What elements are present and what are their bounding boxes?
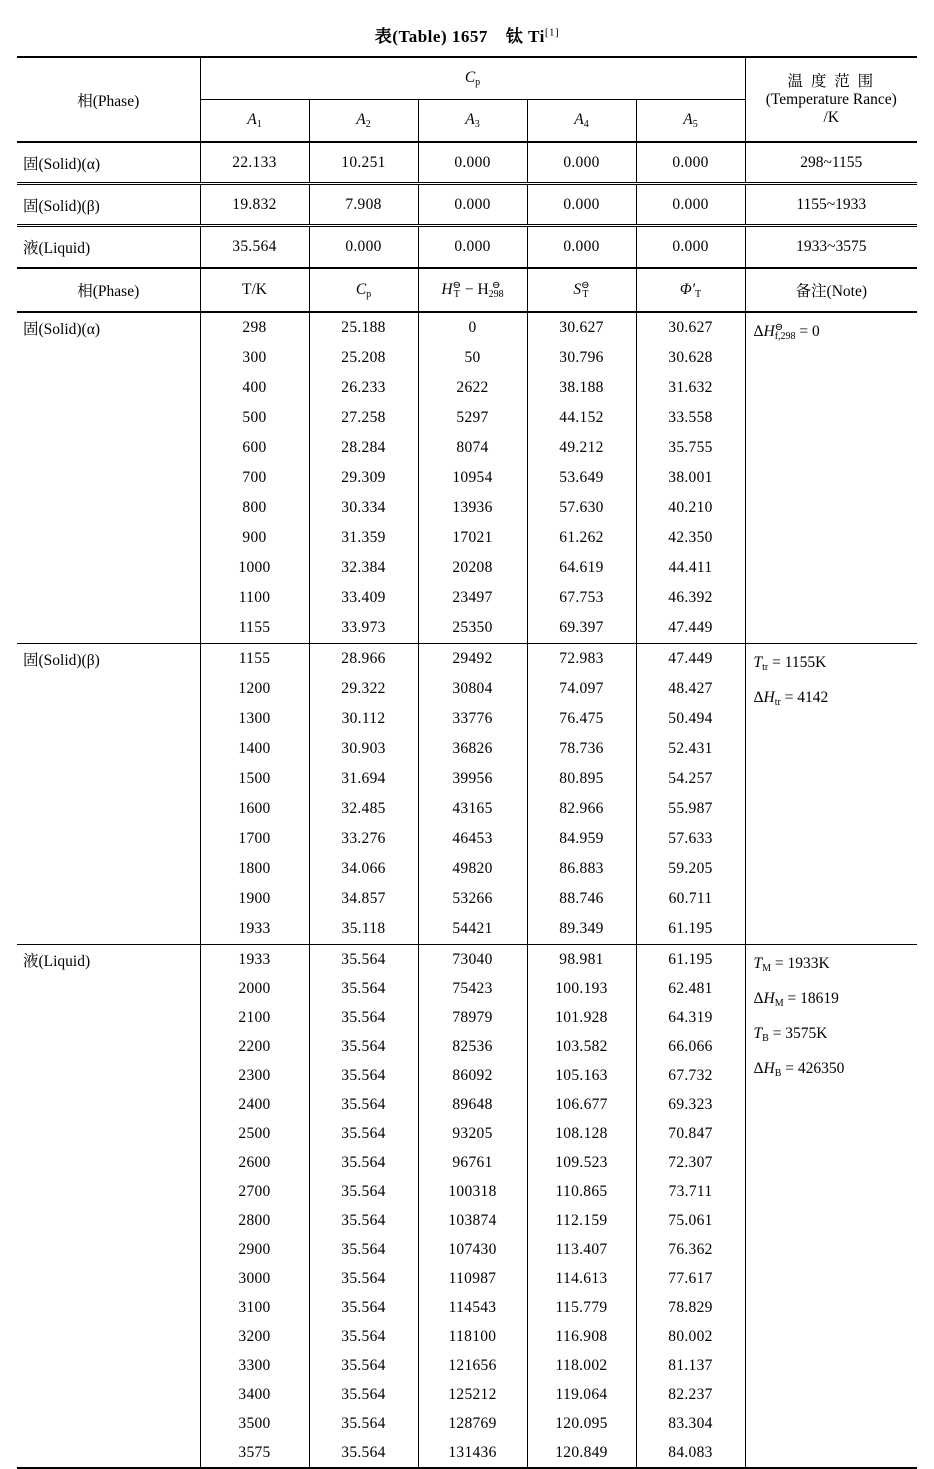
- note-line: $\Delta H_M = 18619$: [753, 990, 839, 1009]
- cell-s: 84.959: [527, 824, 636, 854]
- cell-cp: 35.564: [309, 1293, 418, 1322]
- cell-phi: 30.628: [636, 343, 745, 373]
- cell-h: 114543: [418, 1293, 527, 1322]
- cell-s: 53.649: [527, 463, 636, 493]
- cell-h: 17021: [418, 523, 527, 553]
- cell-t: 700: [200, 463, 309, 493]
- cell-s: 115.779: [527, 1293, 636, 1322]
- cell-s: 108.128: [527, 1119, 636, 1148]
- note-line: $T_B = 3575K$: [753, 1025, 828, 1044]
- coef-a1: 35.564: [200, 226, 309, 269]
- coef-a3: 0.000: [418, 142, 527, 184]
- cell-t: 2800: [200, 1206, 309, 1235]
- cell-cp: 35.564: [309, 1351, 418, 1380]
- cell-phi: 84.083: [636, 1438, 745, 1468]
- cell-t: 1700: [200, 824, 309, 854]
- coef-a4: 0.000: [527, 226, 636, 269]
- cell-t: 2400: [200, 1090, 309, 1119]
- cell-h: 30804: [418, 674, 527, 704]
- cell-cp: 35.564: [309, 1119, 418, 1148]
- cell-h: 10954: [418, 463, 527, 493]
- cell-h: 73040: [418, 945, 527, 975]
- cell-s: 86.883: [527, 854, 636, 884]
- cell-t: 3575: [200, 1438, 309, 1468]
- cell-h: 128769: [418, 1409, 527, 1438]
- note-line: $T_M = 1933K$: [753, 955, 830, 974]
- cell-t: 3400: [200, 1380, 309, 1409]
- coef-a2: 7.908: [309, 184, 418, 226]
- coef-range: 1933~3575: [745, 226, 917, 269]
- cell-t: 1100: [200, 583, 309, 613]
- cell-t: 2700: [200, 1177, 309, 1206]
- coef-a3: 0.000: [418, 226, 527, 269]
- cell-h: 118100: [418, 1322, 527, 1351]
- cell-cp: 31.694: [309, 764, 418, 794]
- cell-s: 103.582: [527, 1032, 636, 1061]
- coef-a2: 10.251: [309, 142, 418, 184]
- cell-t: 3300: [200, 1351, 309, 1380]
- coef-a1: 19.832: [200, 184, 309, 226]
- cell-h: 25350: [418, 613, 527, 644]
- coef-phase: 液(Liquid): [17, 226, 200, 269]
- cell-h: 29492: [418, 644, 527, 675]
- cell-h: 53266: [418, 884, 527, 914]
- cell-t: 1000: [200, 553, 309, 583]
- cell-s: 72.983: [527, 644, 636, 675]
- cell-cp: 26.233: [309, 373, 418, 403]
- table-title-prefix: 表(Table) 1657: [374, 27, 488, 46]
- cell-cp: 25.208: [309, 343, 418, 373]
- cell-cp: 35.564: [309, 1380, 418, 1409]
- cell-cp: 35.564: [309, 1235, 418, 1264]
- cell-h: 78979: [418, 1003, 527, 1032]
- cell-phi: 73.711: [636, 1177, 745, 1206]
- cell-phi: 54.257: [636, 764, 745, 794]
- cell-h: 43165: [418, 794, 527, 824]
- cell-s: 110.865: [527, 1177, 636, 1206]
- coef-a3: 0.000: [418, 184, 527, 226]
- cell-cp: 34.857: [309, 884, 418, 914]
- coef-a5: 0.000: [636, 226, 745, 269]
- cell-cp: 35.564: [309, 1032, 418, 1061]
- cell-s: 64.619: [527, 553, 636, 583]
- cell-phi: 83.304: [636, 1409, 745, 1438]
- cell-t: 800: [200, 493, 309, 523]
- thermo-table: [17, 56, 917, 1469]
- cell-phi: 47.449: [636, 613, 745, 644]
- cell-t: 298: [200, 312, 309, 343]
- cell-t: 2200: [200, 1032, 309, 1061]
- cell-phi: 77.617: [636, 1264, 745, 1293]
- coef-phase: 固(Solid)(α): [17, 142, 200, 184]
- cell-s: 109.523: [527, 1148, 636, 1177]
- cell-t: 1155: [200, 644, 309, 675]
- note-line: $\Delta H_{tr} = 4142$: [753, 689, 829, 708]
- cell-s: 119.064: [527, 1380, 636, 1409]
- note-line: ΔH ⊖ f,298 = 0: [753, 322, 820, 343]
- cell-s: 57.630: [527, 493, 636, 523]
- cell-s: 69.397: [527, 613, 636, 644]
- cell-t: 400: [200, 373, 309, 403]
- cell-s: 44.152: [527, 403, 636, 433]
- cell-h: 89648: [418, 1090, 527, 1119]
- table-title: [0, 22, 934, 47]
- cell-phi: 55.987: [636, 794, 745, 824]
- cell-h: 75423: [418, 974, 527, 1003]
- a4-header: $A_4$: [527, 100, 636, 143]
- cell-t: 1400: [200, 734, 309, 764]
- cell-phi: 76.362: [636, 1235, 745, 1264]
- phase-header: 相(Phase): [17, 57, 200, 142]
- cell-s: 120.849: [527, 1438, 636, 1468]
- cell-phi: 47.449: [636, 644, 745, 675]
- cell-cp: 33.409: [309, 583, 418, 613]
- cell-h: 103874: [418, 1206, 527, 1235]
- group-phase: 液(Liquid): [17, 945, 200, 1469]
- table-row: [17, 644, 917, 675]
- coef-a5: 0.000: [636, 142, 745, 184]
- cell-phi: 46.392: [636, 583, 745, 613]
- cell-cp: 35.564: [309, 1090, 418, 1119]
- group-phase: 固(Solid)(β): [17, 644, 200, 945]
- cell-phi: 82.237: [636, 1380, 745, 1409]
- cell-t: 600: [200, 433, 309, 463]
- table-row: [17, 312, 917, 343]
- cell-cp: 25.188: [309, 312, 418, 343]
- cell-s: 116.908: [527, 1322, 636, 1351]
- temp-range-header: 温 度 范 围 (Temperature Rance) /K: [745, 57, 917, 142]
- cell-phi: 75.061: [636, 1206, 745, 1235]
- cell-cp: 35.564: [309, 945, 418, 975]
- cell-cp: 29.322: [309, 674, 418, 704]
- cell-phi: 50.494: [636, 704, 745, 734]
- cell-cp: 31.359: [309, 523, 418, 553]
- cell-phi: 66.066: [636, 1032, 745, 1061]
- cell-t: 1200: [200, 674, 309, 704]
- cell-cp: 35.564: [309, 1438, 418, 1468]
- cell-cp: 28.966: [309, 644, 418, 675]
- cell-phi: 81.137: [636, 1351, 745, 1380]
- cell-h: 100318: [418, 1177, 527, 1206]
- cell-h: 8074: [418, 433, 527, 463]
- group-notes: [745, 312, 917, 644]
- cell-h: 121656: [418, 1351, 527, 1380]
- cell-s: 88.746: [527, 884, 636, 914]
- cell-cp: 35.564: [309, 1061, 418, 1090]
- cell-phi: 72.307: [636, 1148, 745, 1177]
- cell-t: 2600: [200, 1148, 309, 1177]
- cell-s: 101.928: [527, 1003, 636, 1032]
- cell-t: 1600: [200, 794, 309, 824]
- cell-s: 98.981: [527, 945, 636, 975]
- group-notes: [745, 644, 917, 945]
- cell-t: 3000: [200, 1264, 309, 1293]
- cell-phi: 33.558: [636, 403, 745, 433]
- cell-t: 3200: [200, 1322, 309, 1351]
- cell-cp: 34.066: [309, 854, 418, 884]
- cell-s: 82.966: [527, 794, 636, 824]
- cell-h: 2622: [418, 373, 527, 403]
- coef-a5: 0.000: [636, 184, 745, 226]
- coef-a4: 0.000: [527, 184, 636, 226]
- cell-t: 1300: [200, 704, 309, 734]
- cell-s: 89.349: [527, 914, 636, 945]
- cell-h: 5297: [418, 403, 527, 433]
- cell-s: 114.613: [527, 1264, 636, 1293]
- cell-s: 100.193: [527, 974, 636, 1003]
- cell-t: 1933: [200, 914, 309, 945]
- cell-phi: 61.195: [636, 945, 745, 975]
- cell-h: 13936: [418, 493, 527, 523]
- cp-header: $C_p$: [200, 57, 745, 100]
- cell-t: 1933: [200, 945, 309, 975]
- cell-h: 20208: [418, 553, 527, 583]
- cell-s: 78.736: [527, 734, 636, 764]
- cell-h: 49820: [418, 854, 527, 884]
- a3-header: $A_3$: [418, 100, 527, 143]
- cell-phi: 52.431: [636, 734, 745, 764]
- cell-h: 36826: [418, 734, 527, 764]
- cell-phi: 70.847: [636, 1119, 745, 1148]
- cell-s: 30.796: [527, 343, 636, 373]
- cell-cp: 35.564: [309, 1177, 418, 1206]
- cell-h: 50: [418, 343, 527, 373]
- cell-cp: 30.903: [309, 734, 418, 764]
- cell-h: 86092: [418, 1061, 527, 1090]
- table-title-element: 钛 Ti: [505, 27, 545, 46]
- h-header: H ⊖ T − H ⊖ 298: [418, 268, 527, 312]
- cell-s: 30.627: [527, 312, 636, 343]
- a1-header: $A_1$: [200, 100, 309, 143]
- cell-s: 76.475: [527, 704, 636, 734]
- cell-cp: 35.564: [309, 1322, 418, 1351]
- cell-t: 2500: [200, 1119, 309, 1148]
- note-header: 备注(Note): [745, 268, 917, 312]
- cell-cp: 35.564: [309, 1409, 418, 1438]
- table-row: [17, 945, 917, 975]
- cell-phi: 62.481: [636, 974, 745, 1003]
- cell-phi: 78.829: [636, 1293, 745, 1322]
- cp-header-2: $C_p$: [309, 268, 418, 312]
- cell-h: 110987: [418, 1264, 527, 1293]
- note-line: $\Delta H_B = 426350$: [753, 1060, 845, 1079]
- coef-a2: 0.000: [309, 226, 418, 269]
- cell-h: 107430: [418, 1235, 527, 1264]
- cell-cp: 33.276: [309, 824, 418, 854]
- cell-s: 106.677: [527, 1090, 636, 1119]
- cell-s: 120.095: [527, 1409, 636, 1438]
- cell-phi: 64.319: [636, 1003, 745, 1032]
- group-notes: [745, 945, 917, 1469]
- cell-phi: 42.350: [636, 523, 745, 553]
- cell-cp: 35.564: [309, 974, 418, 1003]
- cell-cp: 27.258: [309, 403, 418, 433]
- cell-t: 3100: [200, 1293, 309, 1322]
- table-title-ref: [1]: [544, 26, 560, 39]
- cell-phi: 61.195: [636, 914, 745, 945]
- coef-row: [17, 142, 917, 184]
- t-header: T/K: [200, 268, 309, 312]
- cell-t: 3500: [200, 1409, 309, 1438]
- cell-phi: 57.633: [636, 824, 745, 854]
- cell-h: 82536: [418, 1032, 527, 1061]
- cell-phi: 35.755: [636, 433, 745, 463]
- cell-t: 2100: [200, 1003, 309, 1032]
- cell-phi: 80.002: [636, 1322, 745, 1351]
- cell-s: 105.163: [527, 1061, 636, 1090]
- cell-cp: 35.564: [309, 1264, 418, 1293]
- cell-cp: 32.485: [309, 794, 418, 824]
- cell-t: 1900: [200, 884, 309, 914]
- cell-cp: 35.564: [309, 1003, 418, 1032]
- cell-t: 2900: [200, 1235, 309, 1264]
- cell-h: 125212: [418, 1380, 527, 1409]
- cell-s: 113.407: [527, 1235, 636, 1264]
- coef-row: [17, 226, 917, 269]
- cell-h: 23497: [418, 583, 527, 613]
- coef-a4: 0.000: [527, 142, 636, 184]
- cell-h: 33776: [418, 704, 527, 734]
- cell-cp: 32.384: [309, 553, 418, 583]
- group-phase: 固(Solid)(α): [23, 321, 101, 338]
- cell-cp: 30.334: [309, 493, 418, 523]
- cell-t: 2300: [200, 1061, 309, 1090]
- cell-s: 49.212: [527, 433, 636, 463]
- cell-s: 80.895: [527, 764, 636, 794]
- coef-row: [17, 184, 917, 226]
- cell-cp: 28.284: [309, 433, 418, 463]
- cell-cp: 35.118: [309, 914, 418, 945]
- coef-range: 1155~1933: [745, 184, 917, 226]
- cell-phi: 59.205: [636, 854, 745, 884]
- cell-h: 96761: [418, 1148, 527, 1177]
- cell-h: 93205: [418, 1119, 527, 1148]
- cell-phi: 67.732: [636, 1061, 745, 1090]
- data-header-row: [17, 268, 917, 312]
- coef-a1: 22.133: [200, 142, 309, 184]
- cell-s: 38.188: [527, 373, 636, 403]
- note-line: $T_{tr} = 1155K$: [753, 654, 827, 673]
- a5-header: $A_5$: [636, 100, 745, 143]
- cell-phi: 40.210: [636, 493, 745, 523]
- cell-s: 61.262: [527, 523, 636, 553]
- cell-h: 46453: [418, 824, 527, 854]
- phase-header-2: 相(Phase): [17, 268, 200, 312]
- cell-cp: 30.112: [309, 704, 418, 734]
- coef-phase: 固(Solid)(β): [17, 184, 200, 226]
- s-header: S ⊖ T: [527, 268, 636, 312]
- cell-t: 1500: [200, 764, 309, 794]
- cell-phi: 38.001: [636, 463, 745, 493]
- cell-t: 500: [200, 403, 309, 433]
- cell-phi: 48.427: [636, 674, 745, 704]
- cell-cp: 29.309: [309, 463, 418, 493]
- cell-t: 900: [200, 523, 309, 553]
- cell-s: 118.002: [527, 1351, 636, 1380]
- cell-cp: 35.564: [309, 1148, 418, 1177]
- cell-s: 74.097: [527, 674, 636, 704]
- phi-header: $\Phi'_T$: [636, 268, 745, 312]
- cell-phi: 44.411: [636, 553, 745, 583]
- cell-phi: 69.323: [636, 1090, 745, 1119]
- cell-t: 300: [200, 343, 309, 373]
- cell-cp: 33.973: [309, 613, 418, 644]
- cell-t: 1155: [200, 613, 309, 644]
- cell-cp: 35.564: [309, 1206, 418, 1235]
- cell-phi: 30.627: [636, 312, 745, 343]
- cell-t: 2000: [200, 974, 309, 1003]
- cell-t: 1800: [200, 854, 309, 884]
- cell-h: 131436: [418, 1438, 527, 1468]
- cell-phi: 60.711: [636, 884, 745, 914]
- cell-s: 67.753: [527, 583, 636, 613]
- coef-range: 298~1155: [745, 142, 917, 184]
- coef-header-row: [17, 57, 917, 100]
- cell-phi: 31.632: [636, 373, 745, 403]
- a2-header: $A_2$: [309, 100, 418, 143]
- cell-h: 54421: [418, 914, 527, 945]
- cell-h: 39956: [418, 764, 527, 794]
- cell-h: 0: [418, 312, 527, 343]
- cell-s: 112.159: [527, 1206, 636, 1235]
